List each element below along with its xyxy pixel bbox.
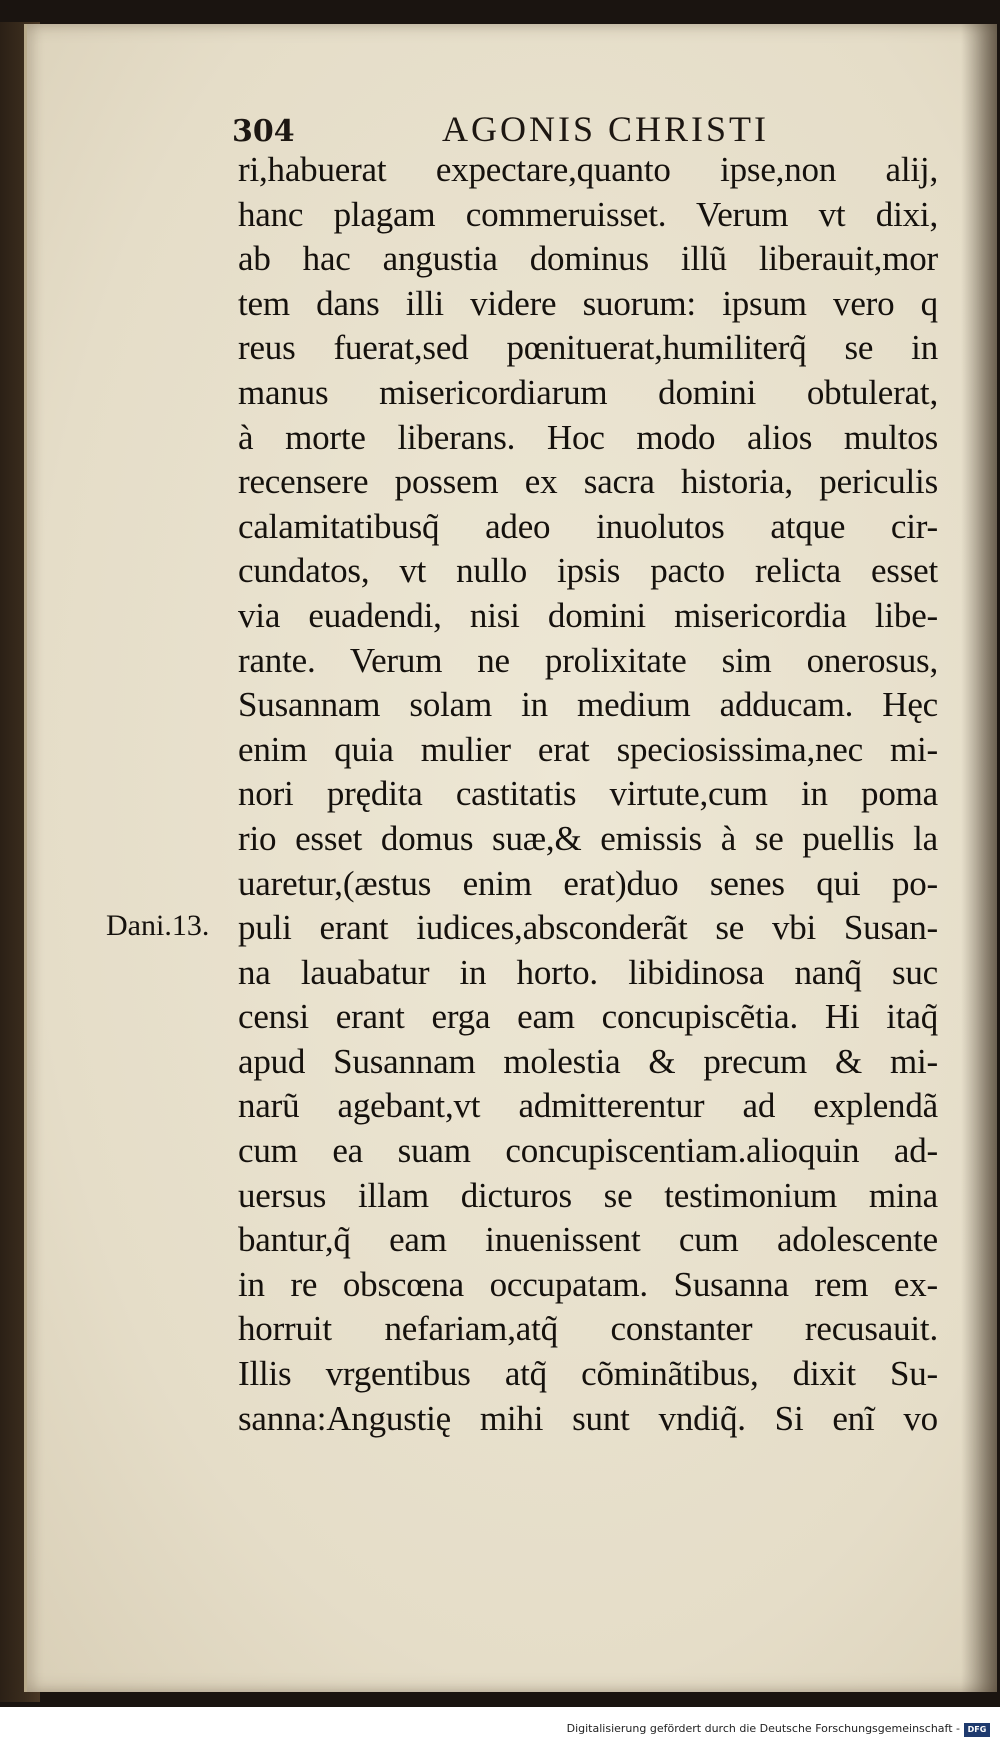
marginal-note: Dani.13. <box>106 909 210 942</box>
text-line: censi erant erga eam concupiscẽtia. Hi itaq̃ <box>238 997 938 1037</box>
text-line: puli erant iudices,absconderãt se vbi Susan- <box>238 908 938 948</box>
text-line: nori prędita castitatis virtute,cum in poma <box>238 774 938 814</box>
text-line: à morte liberans. Hoc modo alios multos <box>238 417 938 457</box>
text-line: cundatos, vt nullo ipsis pacto relicta esset <box>238 551 938 591</box>
body-text <box>238 148 938 1441</box>
text-line: in re obscœna occupatam. Susanna rem ex- <box>238 1264 938 1304</box>
text-line: ab hac angustia dominus illũ liberauit,mor <box>238 239 938 279</box>
text-line: ri,habuerat expectare,quanto ipse,non alij, <box>238 150 938 189</box>
text-line: manus misericordiarum domini obtulerat, <box>238 372 938 412</box>
running-head: AGONIS CHRISTI <box>442 109 770 149</box>
text-line: Susannam solam in medium adducam. Hęc <box>238 685 938 725</box>
digitization-credit: Digitalisierung gefördert durch die Deutsche Forschungsgemeinschaft - <box>566 1722 960 1735</box>
page-header <box>232 108 852 152</box>
text-line: calamitatibusq̃ adeo inuolutos atque cir- <box>238 506 938 546</box>
text-line: via euadendi, nisi domini misericordia libe- <box>238 595 938 635</box>
footer-strip <box>0 1707 1000 1747</box>
text-line: enim quia mulier erat speciosissima,nec mi- <box>238 729 938 769</box>
text-line: cum ea suam concupiscentiam.alioquin ad- <box>238 1131 938 1171</box>
gutter-shadow <box>961 24 997 1692</box>
text-line: sanna:Angustię mihi sunt vndiq̃. Si enĩ vo <box>238 1398 938 1438</box>
text-line: horruit nefariam,atq̃ constanter recusauit. <box>238 1309 938 1349</box>
dfg-logo: DFG <box>964 1723 990 1737</box>
text-line: Illis vrgentibus atq̃ cõminãtibus, dixit Su- <box>238 1354 938 1394</box>
text-line: hanc plagam commeruisset. Verum vt dixi, <box>238 194 938 234</box>
text-line: recensere possem ex sacra historia, periculis <box>238 462 938 502</box>
text-line: tem dans illi videre suorum: ipsum vero q <box>238 283 938 323</box>
text-line: uersus illam dicturos se testimonium mina <box>238 1175 938 1215</box>
text-line: na lauabatur in horto. libidinosa nanq̃ suc <box>238 952 938 992</box>
page-number: 304 <box>232 114 295 149</box>
text-line: bantur,q̃ eam inuenissent cum adolescente <box>238 1220 938 1260</box>
text-line: reus fuerat,sed pœnituerat,humiliterq̃ se in <box>238 328 938 368</box>
text-line: apud Susannam molestia & precum & mi- <box>238 1041 938 1081</box>
text-line: uaretur,(æstus enim erat)duo senes qui po- <box>238 863 938 903</box>
text-line: rante. Verum ne prolixitate sim onerosus, <box>238 640 938 680</box>
text-line: narũ agebant,vt admitterentur ad explendã <box>238 1086 938 1126</box>
text-line: rio esset domus suæ,& emissis à se puellis la <box>238 818 938 858</box>
